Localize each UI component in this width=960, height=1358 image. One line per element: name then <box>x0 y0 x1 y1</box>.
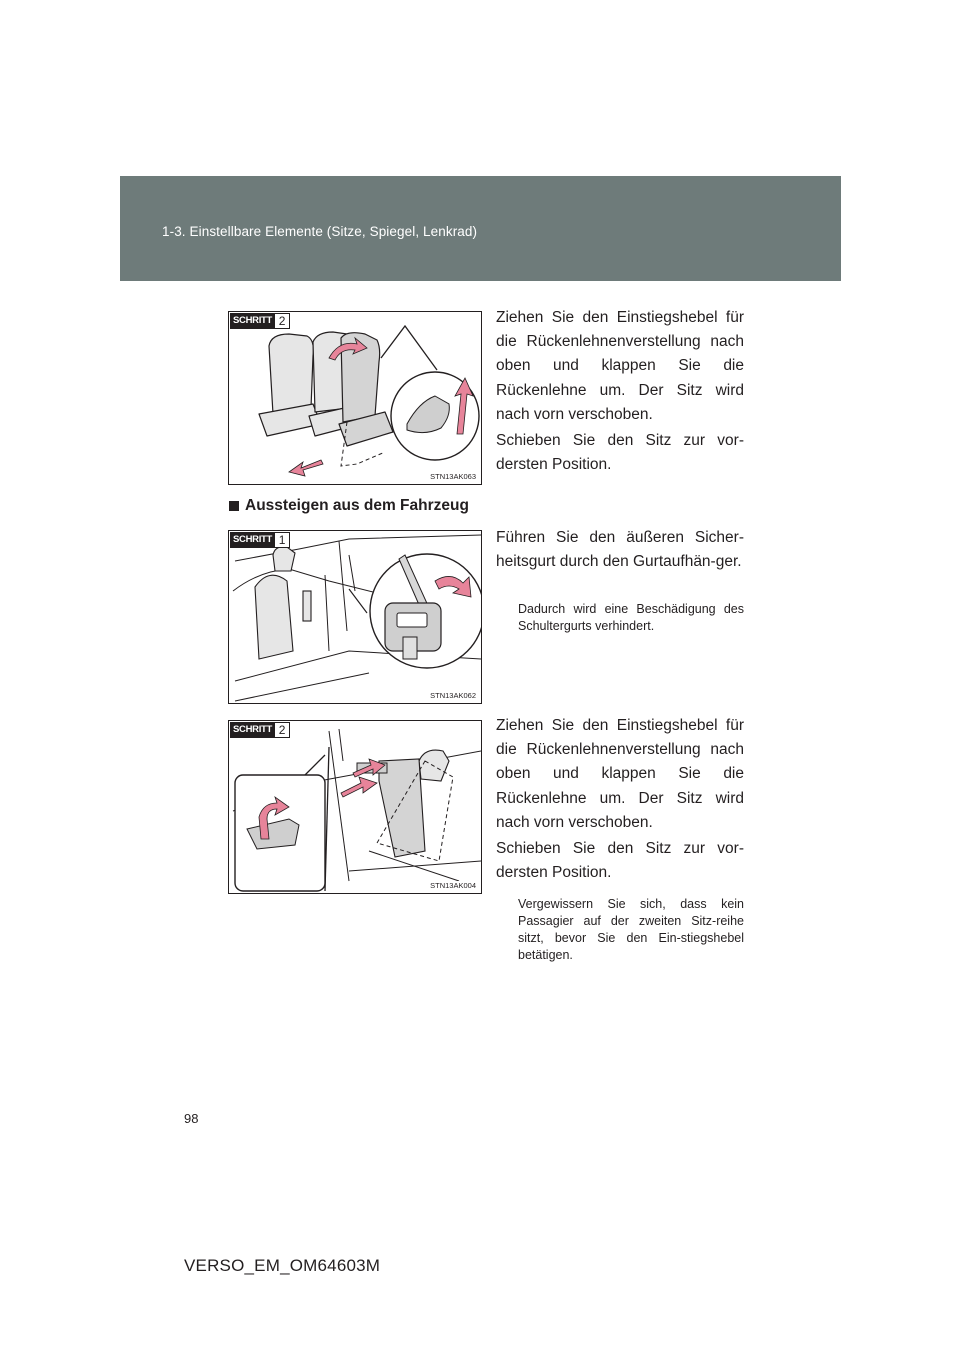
step-badge <box>230 532 290 548</box>
document-code: VERSO_EM_OM64603M <box>184 1256 381 1275</box>
step-number: 2 <box>275 722 290 738</box>
section-heading <box>229 497 469 515</box>
step-instruction: Ziehen Sie den Einstiegshebel für die Rückenlehnenverstellung nach oben und klappen Sie die Rückenlehne um. Der Sitz wird nach vorn verschoben. <box>496 717 744 831</box>
page-number: 98 <box>184 1111 199 1126</box>
step-note: Vergewissern Sie sich, dass kein Passagier auf der zweiten Sitz-reihe sitzt, bevor Sie den Ein-stiegshebel betätigen. <box>518 897 744 962</box>
step-label: SCHRITT <box>230 722 275 738</box>
step-note: Dadurch wird eine Beschädigung des Schultergurts verhindert. <box>518 602 744 633</box>
step-number: 1 <box>275 532 290 548</box>
chapter-title: 1-3. Einstellbare Elemente (Sitze, Spiegel, Lenkrad) <box>162 224 478 239</box>
chapter-header-band <box>120 176 841 281</box>
step-instruction: Schieben Sie den Sitz zur vor-dersten Position. <box>496 432 744 474</box>
step-badge <box>230 722 290 738</box>
figure-seat-fold-forward <box>228 311 482 485</box>
step-instruction: Schieben Sie den Sitz zur vor-dersten Position. <box>496 840 744 882</box>
step-label: SCHRITT <box>230 532 275 548</box>
seat-fold-illustration <box>229 312 482 485</box>
step-badge <box>230 313 290 329</box>
step-number: 2 <box>275 313 290 329</box>
figure-code: STN13AK004 <box>430 881 476 890</box>
step-label: SCHRITT <box>230 313 275 329</box>
figure-seatbelt-hanger <box>228 530 482 704</box>
figure-code: STN13AK062 <box>430 691 476 700</box>
section-heading-text: Aussteigen aus dem Fahrzeug <box>245 497 469 514</box>
step-instruction: Führen Sie den äußeren Sicher-heitsgurt durch den Gurtaufhän-ger. <box>496 529 744 571</box>
seatbelt-illustration <box>229 531 482 704</box>
figure-code: STN13AK063 <box>430 472 476 481</box>
square-bullet-icon <box>229 501 239 511</box>
figure-seat-lever <box>228 720 482 894</box>
seat-lever-illustration <box>229 721 482 894</box>
step-instruction: Ziehen Sie den Einstiegshebel für die Rückenlehnenverstellung nach oben und klappen Sie die Rückenlehne um. Der Sitz wird nach vorn verschoben. <box>496 309 744 423</box>
